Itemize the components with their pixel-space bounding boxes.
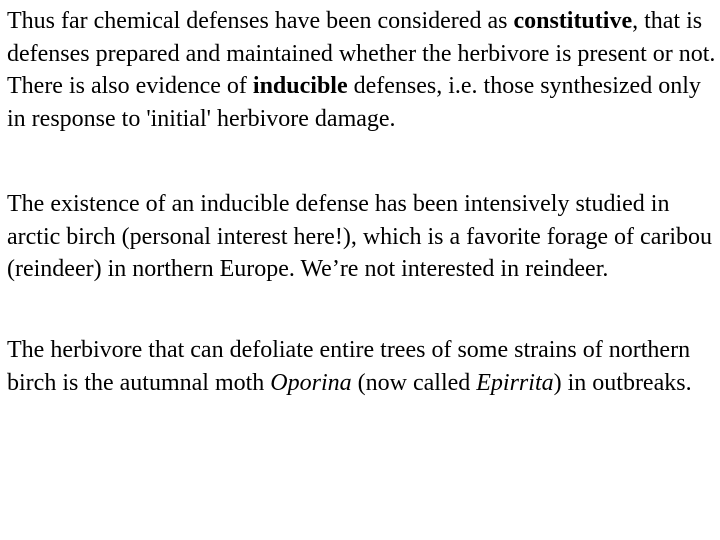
- term-constitutive: constitutive: [513, 8, 633, 34]
- text-run: The herbivore that can defoliate entire trees of some strains of northern birch is the autumnal moth: [7, 337, 691, 396]
- text-run: ) in outbreaks.: [553, 369, 692, 396]
- text-run: (now called: [351, 369, 477, 396]
- text-run: , that is defenses prepared and maintained whether the herbivore is present or not. There is also evidence of: [7, 8, 716, 99]
- paragraph-arctic-birch: [7, 188, 719, 286]
- paragraph-constitutive-inducible: [7, 5, 719, 135]
- species-name-epirrita: Epirrita: [476, 369, 554, 396]
- term-inducible: inducible: [252, 73, 348, 99]
- text-run: Thus far chemical defenses have been considered as: [7, 8, 514, 34]
- text-run: defenses, i.e. those synthesized only in response to 'initial' herbivore damage.: [7, 73, 701, 132]
- text-run: The existence of an inducible defense has been intensively studied in arctic birch (personal interest here!), which is a favorite forage of caribou (reindeer) in northern Europe. We’re not interested in reindeer.: [7, 191, 712, 282]
- species-name-oporina: Oporina: [270, 369, 352, 396]
- paragraph-autumnal-moth: [7, 334, 719, 399]
